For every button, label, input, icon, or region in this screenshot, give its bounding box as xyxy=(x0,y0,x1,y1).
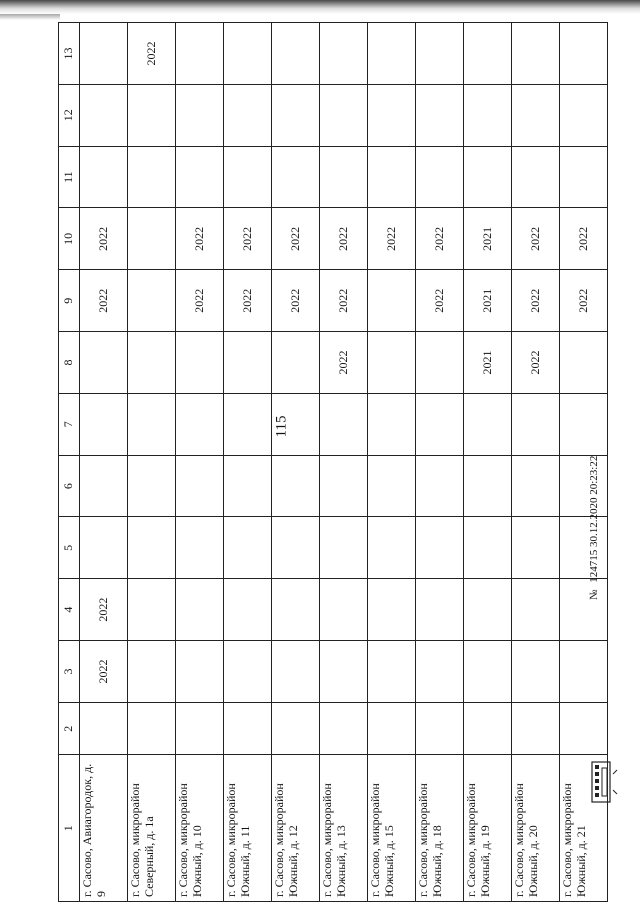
stamp-icon xyxy=(590,760,620,804)
year-cell xyxy=(272,393,320,455)
year-cell xyxy=(176,146,224,208)
table-row xyxy=(320,23,368,902)
year-cell xyxy=(80,455,128,517)
year-cell: 2021 xyxy=(464,270,512,332)
year-cell xyxy=(464,579,512,641)
year-cell xyxy=(512,84,560,146)
year-cell: 2022 xyxy=(416,270,464,332)
year-cell xyxy=(464,517,512,579)
year-cell xyxy=(176,332,224,394)
table-row xyxy=(512,23,560,902)
year-cell xyxy=(512,455,560,517)
table-row xyxy=(272,23,320,902)
year-cell xyxy=(128,208,176,270)
year-cell xyxy=(368,455,416,517)
year-cell xyxy=(128,702,176,755)
year-cell xyxy=(512,702,560,755)
year-cell: 2022 xyxy=(416,208,464,270)
year-cell xyxy=(416,517,464,579)
year-cell: 2022 xyxy=(320,208,368,270)
scan-edge xyxy=(0,0,640,14)
year-cell xyxy=(224,702,272,755)
year-cell xyxy=(80,84,128,146)
year-cell xyxy=(368,641,416,703)
scan-edge-left xyxy=(0,14,60,20)
year-cell xyxy=(128,393,176,455)
address-cell: г. Сасово, микрорайон Южный, д. 20 xyxy=(512,755,560,902)
year-cell xyxy=(128,84,176,146)
year-cell: 2022 xyxy=(80,641,128,703)
year-cell: 2022 xyxy=(224,270,272,332)
year-cell xyxy=(80,517,128,579)
column-header: 2 xyxy=(59,702,80,755)
year-cell: 2021 xyxy=(464,332,512,394)
address-cell: г. Сасово, Авиагородок, д. 9 xyxy=(80,755,128,902)
year-cell: 2022 xyxy=(512,208,560,270)
page-number: 115 xyxy=(273,415,290,438)
year-cell xyxy=(128,146,176,208)
year-cell xyxy=(128,579,176,641)
year-cell xyxy=(416,23,464,85)
year-cell: 2022 xyxy=(272,208,320,270)
year-cell xyxy=(512,517,560,579)
year-cell xyxy=(224,579,272,641)
year-cell xyxy=(368,23,416,85)
year-cell xyxy=(272,702,320,755)
year-cell xyxy=(176,579,224,641)
year-cell xyxy=(320,579,368,641)
year-cell: 2022 xyxy=(128,23,176,85)
column-header: 5 xyxy=(59,517,80,579)
year-cell: 2022 xyxy=(320,332,368,394)
column-header: 10 xyxy=(59,208,80,270)
column-header: 8 xyxy=(59,332,80,394)
table-row xyxy=(128,23,176,902)
year-cell xyxy=(464,455,512,517)
year-cell xyxy=(224,23,272,85)
column-header: 4 xyxy=(59,579,80,641)
year-cell xyxy=(464,641,512,703)
column-header: 7 xyxy=(59,393,80,455)
year-cell xyxy=(272,517,320,579)
year-cell xyxy=(320,641,368,703)
year-cell xyxy=(80,146,128,208)
year-cell xyxy=(176,641,224,703)
year-cell xyxy=(416,146,464,208)
column-header: 11 xyxy=(59,146,80,208)
year-cell xyxy=(320,702,368,755)
year-cell xyxy=(128,332,176,394)
year-cell: 2022 xyxy=(560,270,608,332)
address-cell: г. Сасово, микрорайон Южный, д. 15 xyxy=(368,755,416,902)
year-cell xyxy=(464,84,512,146)
year-cell xyxy=(368,579,416,641)
table-row xyxy=(464,23,512,902)
year-cell xyxy=(416,579,464,641)
header-row xyxy=(59,23,80,902)
year-cell xyxy=(128,517,176,579)
year-cell: 2022 xyxy=(560,208,608,270)
year-cell: 2022 xyxy=(224,208,272,270)
year-cell xyxy=(464,393,512,455)
table-area xyxy=(58,22,608,902)
table-row xyxy=(368,23,416,902)
year-cell xyxy=(224,641,272,703)
table-row xyxy=(416,23,464,902)
year-cell xyxy=(224,332,272,394)
year-cell xyxy=(368,393,416,455)
year-cell xyxy=(128,455,176,517)
year-cell xyxy=(560,23,608,85)
year-cell xyxy=(80,702,128,755)
year-cell xyxy=(128,270,176,332)
column-header: 3 xyxy=(59,641,80,703)
year-cell xyxy=(224,455,272,517)
year-cell xyxy=(224,146,272,208)
table-row xyxy=(176,23,224,902)
column-header: 12 xyxy=(59,84,80,146)
footer-registration: 124715 30.12.2020 20:23:22 xyxy=(588,455,600,583)
year-cell xyxy=(464,146,512,208)
year-cell: 2022 xyxy=(368,208,416,270)
year-cell xyxy=(272,23,320,85)
year-cell xyxy=(80,332,128,394)
year-cell xyxy=(464,702,512,755)
year-cell xyxy=(368,702,416,755)
year-cell: 2022 xyxy=(320,270,368,332)
year-cell xyxy=(320,455,368,517)
year-cell: 2022 xyxy=(272,270,320,332)
year-cell xyxy=(272,332,320,394)
year-cell xyxy=(416,332,464,394)
rotated-table-container xyxy=(58,22,608,902)
number-sign: № xyxy=(588,589,600,600)
year-cell xyxy=(176,702,224,755)
year-cell xyxy=(272,579,320,641)
year-cell: 2022 xyxy=(80,579,128,641)
year-cell xyxy=(176,517,224,579)
year-cell xyxy=(368,517,416,579)
address-cell: г. Сасово, микрорайон Южный, д. 18 xyxy=(416,755,464,902)
year-cell xyxy=(560,84,608,146)
year-cell xyxy=(320,393,368,455)
footer xyxy=(588,300,602,600)
year-cell xyxy=(80,23,128,85)
year-cell xyxy=(224,84,272,146)
year-cell: 2022 xyxy=(176,270,224,332)
year-cell xyxy=(320,517,368,579)
data-table xyxy=(58,22,608,902)
year-cell xyxy=(368,332,416,394)
table-row xyxy=(224,23,272,902)
column-header: 1 xyxy=(59,755,80,902)
year-cell xyxy=(416,393,464,455)
year-cell: 2022 xyxy=(512,270,560,332)
year-cell xyxy=(320,23,368,85)
year-cell xyxy=(176,393,224,455)
year-cell xyxy=(224,517,272,579)
year-cell: 2022 xyxy=(80,270,128,332)
column-header: 13 xyxy=(59,23,80,85)
address-cell: г. Сасово, микрорайон Южный, д. 13 xyxy=(320,755,368,902)
address-cell: г. Сасово, микрорайон Южный, д. 19 xyxy=(464,755,512,902)
address-cell: г. Сасово, микрорайон Южный, д. 10 xyxy=(176,755,224,902)
year-cell: 2022 xyxy=(512,332,560,394)
year-cell xyxy=(416,84,464,146)
year-cell: 2022 xyxy=(176,208,224,270)
year-cell xyxy=(560,702,608,755)
year-cell xyxy=(320,84,368,146)
year-cell xyxy=(128,641,176,703)
address-cell: г. Сасово, микрорайон Северный, д. 1а xyxy=(128,755,176,902)
year-cell xyxy=(176,455,224,517)
column-header: 6 xyxy=(59,455,80,517)
table-row xyxy=(80,23,128,902)
year-cell xyxy=(368,270,416,332)
address-cell: г. Сасово, микрорайон Южный, д. 11 xyxy=(224,755,272,902)
year-cell xyxy=(80,393,128,455)
year-cell: 2021 xyxy=(464,208,512,270)
year-cell xyxy=(560,641,608,703)
year-cell xyxy=(512,23,560,85)
year-cell xyxy=(272,455,320,517)
year-cell xyxy=(272,146,320,208)
year-cell xyxy=(464,23,512,85)
table-body xyxy=(80,23,608,902)
year-cell xyxy=(368,84,416,146)
year-cell xyxy=(512,641,560,703)
year-cell xyxy=(560,146,608,208)
year-cell xyxy=(512,579,560,641)
column-header: 9 xyxy=(59,270,80,332)
address-cell: г. Сасово, микрорайон Южный, д. 21 xyxy=(560,755,608,902)
year-cell xyxy=(176,23,224,85)
year-cell xyxy=(512,393,560,455)
year-cell xyxy=(416,455,464,517)
year-cell xyxy=(176,84,224,146)
year-cell xyxy=(272,84,320,146)
year-cell xyxy=(272,641,320,703)
year-cell xyxy=(416,641,464,703)
year-cell xyxy=(320,146,368,208)
address-cell: г. Сасово, микрорайон Южный, д. 12 xyxy=(272,755,320,902)
year-cell xyxy=(224,393,272,455)
year-cell xyxy=(368,146,416,208)
year-cell xyxy=(416,702,464,755)
year-cell: 2022 xyxy=(80,208,128,270)
year-cell xyxy=(512,146,560,208)
